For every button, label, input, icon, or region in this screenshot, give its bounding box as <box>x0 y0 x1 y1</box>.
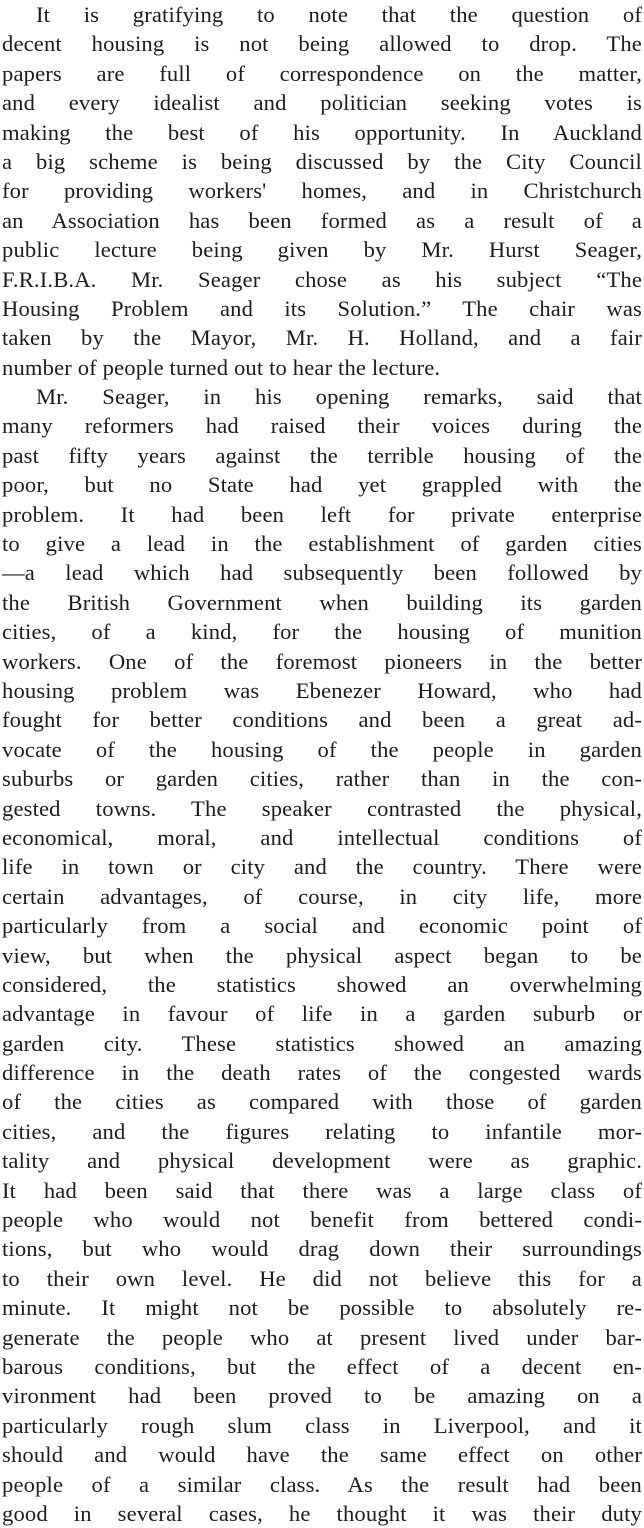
text-line: poor, but no State had yet grappled with the <box>2 472 642 498</box>
text-line: tions, but who would drag down their surroundings <box>2 1236 642 1262</box>
text-line: making the best of his opportunity. In Auckland <box>2 119 642 145</box>
text-line: It had been said that there was a large class of <box>2 1177 642 1203</box>
text-line: —a lead which had subsequently been followed by <box>2 560 642 586</box>
text-line: past fifty years against the terrible housing of the <box>2 442 642 468</box>
text-line: suburbs or garden cities, rather than in the con- <box>2 766 642 792</box>
text-line: advantage in favour of life in a garden suburb or <box>2 1001 642 1027</box>
text-line: people of a similar class. As the result had been <box>2 1471 642 1497</box>
text-line: for providing workers' homes, and in Christchurch <box>2 178 642 204</box>
text-line: minute. It might not be possible to absolutely re- <box>2 1295 642 1321</box>
text-line: number of people turned out to hear the lecture. <box>2 354 441 380</box>
text-line: certain advantages, of course, in city life, more <box>2 883 642 909</box>
text-line: of the cities as compared with those of garden <box>2 1089 642 1115</box>
text-line: to their own level. He did not believe this for a <box>2 1265 642 1291</box>
text-line: F.R.I.B.A. Mr. Seager chose as his subject “The <box>2 266 642 292</box>
text-line: decent housing is not being allowed to drop. The <box>2 31 642 57</box>
text-line: particularly rough slum class in Liverpool, and it <box>2 1412 642 1438</box>
text-line: taken by the Mayor, Mr. H. Holland, and a fair <box>2 325 642 351</box>
text-line: papers are full of correspondence on the matter, <box>2 60 642 86</box>
text-line: a big scheme is being discussed by the City Council <box>2 148 642 174</box>
text-line: generate the people who at present lived under bar- <box>2 1324 642 1350</box>
text-line: tality and physical development were as graphic. <box>2 1148 642 1174</box>
text-line: and every idealist and politician seeking votes is <box>2 90 642 116</box>
text-line: workers. One of the foremost pioneers in the better <box>2 648 642 674</box>
text-line: economical, moral, and intellectual conditions of <box>2 824 642 850</box>
text-line: life in town or city and the country. There were <box>2 854 642 880</box>
text-line: public lecture being given by Mr. Hurst Seager, <box>2 237 642 263</box>
text-line: gested towns. The speaker contrasted the physical, <box>2 795 642 821</box>
text-line: people who would not benefit from bettered condi- <box>2 1207 642 1233</box>
article-paragraph-1 <box>2 0 642 382</box>
text-line: many reformers had raised their voices during the <box>2 413 642 439</box>
article-column <box>2 0 642 1528</box>
text-line: vocate of the housing of the people in garden <box>2 736 642 762</box>
text-line: should and would have the same effect on other <box>2 1442 642 1468</box>
text-line: to give a lead in the establishment of garden cities <box>2 531 642 557</box>
text-line: good in several cases, he thought it was their duty <box>2 1500 642 1526</box>
text-line: difference in the death rates of the congested wards <box>2 1060 642 1086</box>
text-line: particularly from a social and economic point of <box>2 913 642 939</box>
text-line: It is gratifying to note that the question of <box>36 2 642 27</box>
text-line: considered, the statistics showed an overwhelming <box>2 971 642 997</box>
text-line: cities, of a kind, for the housing of munition <box>2 619 642 645</box>
text-line: housing problem was Ebenezer Howard, who had <box>2 677 642 703</box>
text-line: view, but when the physical aspect began to be <box>2 942 642 968</box>
text-line: barous conditions, but the effect of a decent en- <box>2 1353 642 1379</box>
text-line: Housing Problem and its Solution.” The chair was <box>2 295 642 321</box>
text-line: an Association has been formed as a result of a <box>2 207 642 233</box>
text-line: fought for better conditions and been a great ad- <box>2 707 642 733</box>
text-line: the British Government when building its garden <box>2 589 642 615</box>
text-line: Mr. Seager, in his opening remarks, said that <box>36 384 642 410</box>
text-line: problem. It had been left for private enterprise <box>2 501 642 527</box>
text-line: vironment had been proved to be amazing on a <box>2 1383 642 1409</box>
text-line: cities, and the figures relating to infantile mor- <box>2 1118 642 1144</box>
text-line: garden city. These statistics showed an amazing <box>2 1030 642 1056</box>
article-paragraph-2 <box>2 382 642 1528</box>
